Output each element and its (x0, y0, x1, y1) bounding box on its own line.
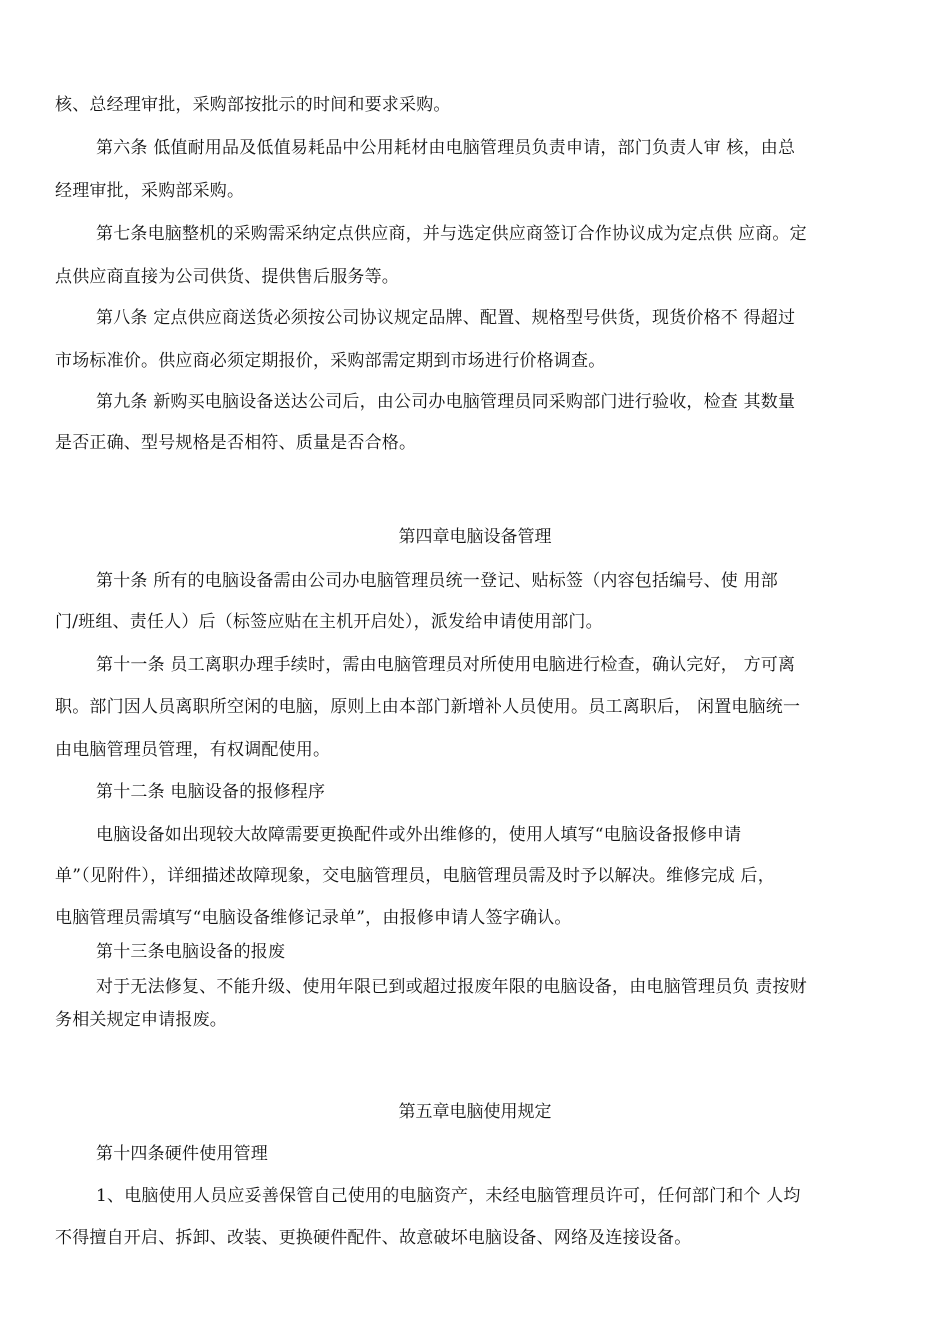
chapter-4-heading: 第四章电脑设备管理 (398, 527, 552, 547)
article-11-line-1: 第十一条 员工离职办理手续时，需由电脑管理员对所使用电脑进行检查，确认完好， 方可离 (96, 655, 796, 675)
article-11-line-3: 由电脑管理员管理，有权调配使用。 (55, 740, 331, 760)
article-12-heading: 第十二条 电脑设备的报修程序 (96, 782, 326, 802)
chapter-5-heading: 第五章电脑使用规定 (398, 1102, 552, 1122)
article-8-line-1: 第八条 定点供应商送货必须按公司协议规定品牌、配置、规格型号供货，现货价格不 得超过 (96, 308, 796, 328)
article-7-line-2: 点供应商直接为公司供货、提供售后服务等。 (55, 267, 399, 287)
article-7-line-1: 第七条电脑整机的采购需采纳定点供应商，并与选定供应商签订合作协议成为定点供 应商。定 (96, 224, 807, 244)
article-6-line-2: 经理审批，采购部采购。 (55, 181, 245, 201)
article-11-line-2: 职。部门因人员离职所空闲的电脑，原则上由本部门新增补人员使用。员工离职后， 闲置电脑统一 (55, 697, 801, 717)
article-12-line-1: 电脑设备如出现较大故障需要更换配件或外出维修的，使用人填写“电脑设备报修申请 (96, 825, 742, 845)
article-14-item-1-line-1: 1、电脑使用人员应妥善保管自己使用的电脑资产，未经电脑管理员许可，任何部门和个 人均 (96, 1186, 801, 1206)
body-text-line: 核、总经理审批，采购部按批示的时间和要求采购。 (55, 95, 451, 115)
article-13-line-2: 务相关规定申请报废。 (55, 1010, 227, 1030)
article-8-line-2: 市场标准价。供应商必须定期报价，采购部需定期到市场进行价格调查。 (55, 351, 606, 371)
article-12-line-3: 电脑管理员需填写“电脑设备维修记录单”，由报修申请人签字确认。 (55, 908, 572, 928)
article-10-line-1: 第十条 所有的电脑设备需由公司办电脑管理员统一登记、贴标签（内容包括编号、使 用部 (96, 571, 779, 591)
article-13-line-1: 对于无法修复、不能升级、使用年限已到或超过报废年限的电脑设备，由电脑管理员负 责按财 (96, 977, 807, 997)
article-14-heading: 第十四条硬件使用管理 (96, 1144, 268, 1164)
article-14-item-1-line-2: 不得擅自开启、拆卸、改装、更换硬件配件、故意破坏电脑设备、网络及连接设备。 (55, 1228, 692, 1248)
article-9-line-1: 第九条 新购买电脑设备送达公司后，由公司办电脑管理员同采购部门进行验收，检查 其数量 (96, 392, 796, 412)
article-13-heading: 第十三条电脑设备的报废 (96, 942, 286, 962)
article-6-line-1: 第六条 低值耐用品及低值易耗品中公用耗材由电脑管理员负责申请，部门负责人审 核，由总 (96, 138, 796, 158)
article-9-line-2: 是否正确、型号规格是否相符、质量是否合格。 (55, 433, 417, 453)
article-12-line-2: 单”（见附件），详细描述故障现象，交电脑管理员，电脑管理员需及时予以解决。维修完成 后， (55, 866, 775, 886)
article-10-line-2: 门/班组、责任人）后（标签应贴在主机开启处），派发给申请使用部门。 (55, 612, 603, 632)
